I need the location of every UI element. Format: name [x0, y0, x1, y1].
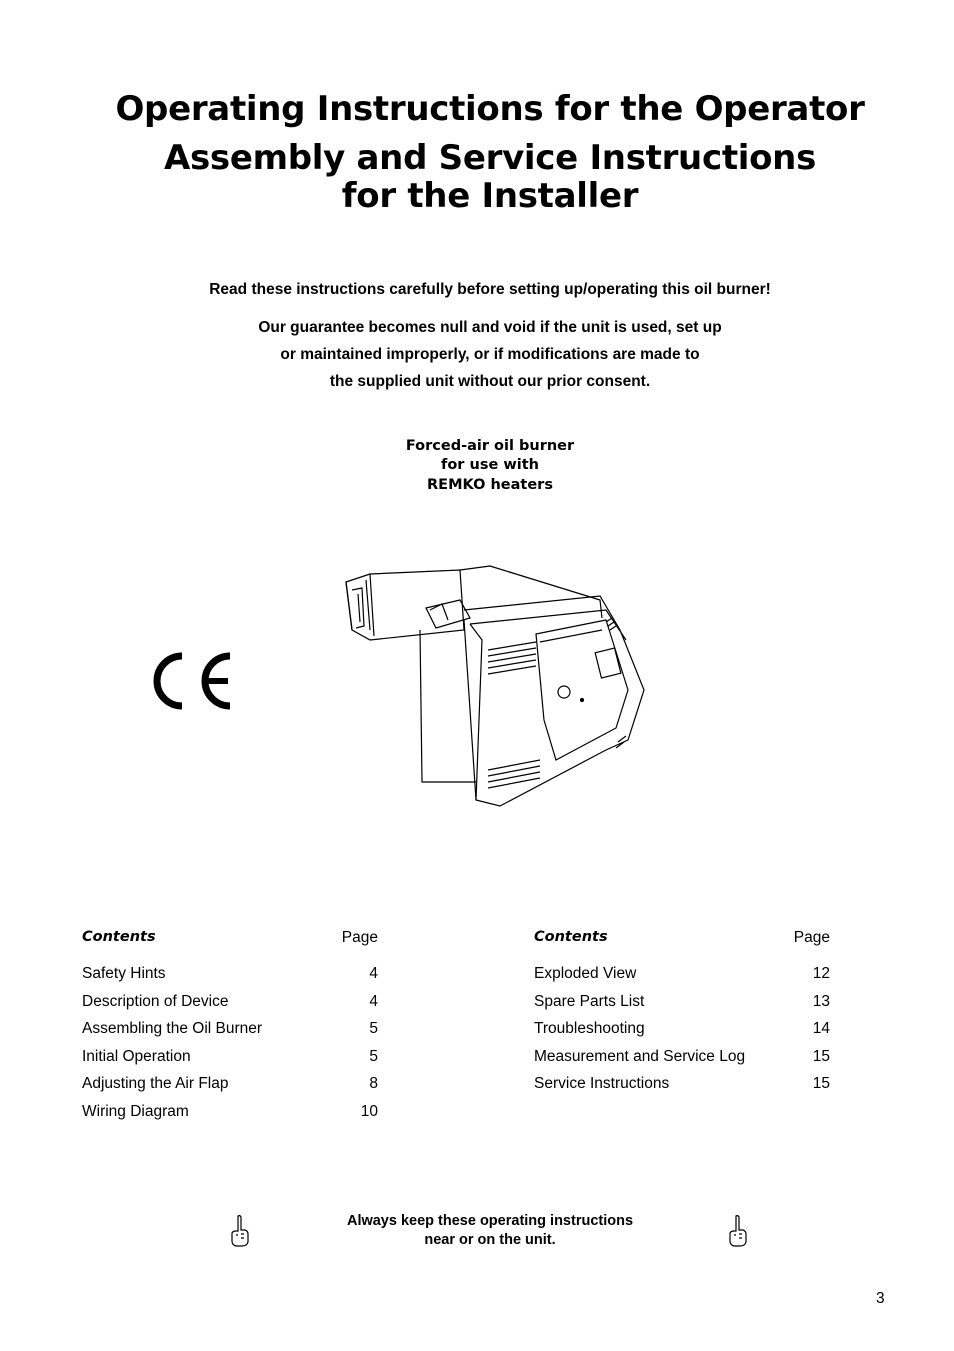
guarantee-line-3: the supplied unit without our prior consent.: [329, 373, 651, 390]
toc-entry-title: Exploded View: [534, 965, 637, 982]
toc-entry-title: Wiring Diagram: [82, 1102, 189, 1120]
pointing-hand-icon: [728, 1214, 748, 1248]
toc-entry: [534, 1020, 830, 1048]
toc-entry-title: Assembling the Oil Burner: [82, 1020, 263, 1038]
toc-entry-page: 15: [812, 1075, 830, 1093]
toc-entry-page: 8: [369, 1075, 378, 1093]
toc-entry-title: Adjusting the Air Flap: [82, 1075, 229, 1093]
toc-entry: [534, 965, 830, 993]
toc-entry: [534, 1048, 830, 1076]
page-column-label: Page: [793, 929, 830, 946]
contents-left: [82, 929, 378, 1131]
toc-entry-page: 5: [369, 1047, 378, 1065]
toc-entry: [534, 993, 830, 1021]
product-line-3: REMKO heaters: [427, 477, 553, 493]
contents-heading: Contents: [82, 929, 156, 945]
page-column-label: Page: [341, 929, 378, 946]
product-line-1: Forced-air oil burner: [405, 438, 575, 454]
toc-entry-title: Measurement and Service Log: [534, 1047, 746, 1065]
toc-entry-title: Description of Device: [82, 992, 229, 1010]
guarantee-line-2: or maintained improperly, or if modifications are made to: [280, 346, 700, 363]
toc-entry: [82, 1020, 378, 1048]
toc-entry-title: Initial Operation: [82, 1047, 191, 1065]
oil-burner-illustration: [330, 560, 650, 812]
contents-heading: Contents: [534, 929, 608, 945]
title-operating: Operating Instructions for the Operator: [115, 89, 865, 129]
keep-instructions-note: [0, 1212, 954, 1250]
title-installer: for the Installer: [341, 176, 639, 216]
guarantee-line-1: Our guarantee becomes null and void if the unit is used, set up: [258, 319, 722, 336]
toc-entry-page: 13: [812, 992, 830, 1010]
read-notice: Read these instructions carefully before setting up/operating this oil burner!: [209, 281, 771, 298]
ce-mark-icon: [150, 650, 234, 712]
keep-line-2: near or on the unit.: [424, 1232, 556, 1248]
toc-entry: [82, 1048, 378, 1076]
keep-line-1: Always keep these operating instructions: [346, 1213, 634, 1229]
toc-entry-title: Safety Hints: [82, 965, 166, 982]
toc-entry-title: Troubleshooting: [534, 1020, 645, 1038]
toc-entry-page: 4: [369, 992, 378, 1010]
toc-entry-page: 15: [812, 1047, 830, 1065]
toc-entry-page: 14: [812, 1020, 830, 1038]
contents-right: [534, 929, 830, 1103]
toc-entry: [82, 993, 378, 1021]
toc-entry-title: Spare Parts List: [534, 992, 645, 1010]
title-assembly: Assembly and Service Instructions: [163, 138, 817, 178]
toc-entry-page: 5: [369, 1020, 378, 1038]
toc-entry-title: Service Instructions: [534, 1075, 670, 1093]
page-number: 3: [876, 1290, 885, 1307]
toc-entry-page: 10: [360, 1102, 378, 1120]
toc-entry: [82, 1103, 378, 1131]
product-line-2: for use with: [441, 457, 539, 473]
toc-entry-page: 12: [812, 965, 830, 982]
toc-entry-page: 4: [369, 965, 378, 982]
toc-entry: [534, 1075, 830, 1103]
toc-entry: [82, 1075, 378, 1103]
toc-entry: [82, 965, 378, 993]
